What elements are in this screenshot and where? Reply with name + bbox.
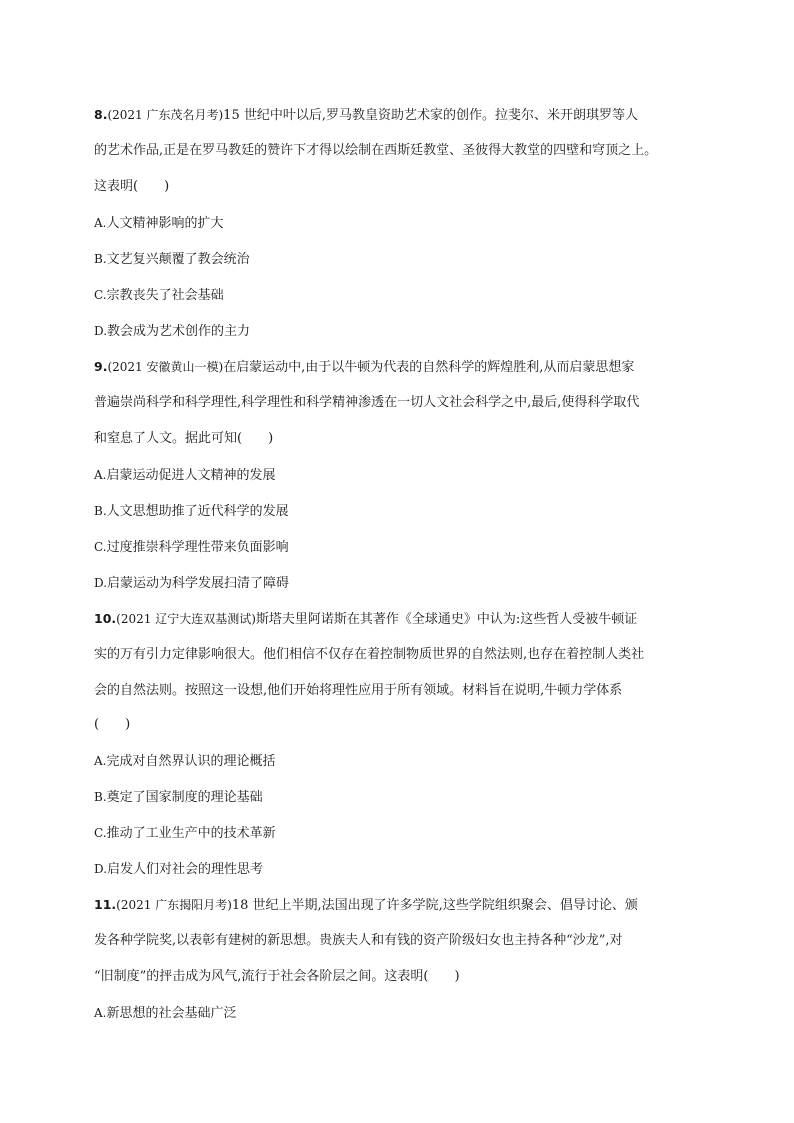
- question-text: 斯塔夫里阿诺斯在其著作《全球通史》中认为:这些哲人受被牛顿证: [255, 612, 638, 627]
- question-8-line-1: [94, 106, 734, 125]
- option-letter: A.: [94, 468, 107, 482]
- option-text: 人文思想助推了近代科学的发展: [106, 504, 289, 519]
- question-11-line-2: 发各种学院奖,以表彰有建树的新思想。贵族夫人和有钱的资产阶级妇女也主持各种“沙龙”,对: [94, 933, 623, 948]
- question-9-option-b: [94, 502, 734, 521]
- question-11-line-3: “旧制度”的抨击成为风气,流行于社会各阶层之间。这表明( ): [94, 969, 460, 984]
- option-letter: A.: [94, 754, 107, 768]
- option-letter: C.: [94, 826, 107, 840]
- question-10-option-a: [94, 752, 734, 771]
- question-9-option-d: [94, 574, 734, 593]
- question-source: (2021 安徽黄山一模): [107, 360, 224, 374]
- question-10-option-c: [94, 824, 734, 843]
- question-9-line-1: [94, 358, 734, 377]
- option-letter: B.: [94, 252, 107, 266]
- option-letter: C.: [94, 540, 107, 554]
- option-letter: B.: [94, 790, 107, 804]
- question-10-line-1: [94, 610, 734, 629]
- question-9-line-3: 和窒息了人文。据此可知( ): [94, 431, 274, 446]
- option-letter: D.: [94, 576, 108, 590]
- option-text: 过度推崇科学理性带来负面影响: [106, 540, 289, 555]
- question-10-option-b: [94, 788, 734, 807]
- option-letter: C.: [94, 288, 107, 302]
- option-text: 完成对自然界认识的理论概括: [106, 754, 276, 769]
- question-8-line-3: 这表明( ): [94, 179, 170, 194]
- option-letter: A.: [94, 216, 107, 230]
- option-text: 启蒙运动促进人文精神的发展: [106, 468, 276, 483]
- option-letter: B.: [94, 504, 107, 518]
- question-11-option-a: [94, 1004, 734, 1023]
- option-text: 宗教丧失了社会基础: [106, 288, 224, 303]
- option-text: 启蒙运动为科学发展扫清了障碍: [107, 576, 290, 591]
- question-9-option-c: [94, 538, 734, 557]
- option-letter: A.: [94, 1006, 107, 1020]
- option-text: 教会成为艺术创作的主力: [107, 324, 251, 339]
- question-source: (2021 广东茂名月考): [107, 108, 224, 122]
- question-8-option-a: [94, 214, 734, 233]
- question-9-option-a: [94, 466, 734, 485]
- question-10-line-4: ( ): [94, 717, 131, 732]
- question-10-line-3: 会的自然法则。按照这一设想,他们开始将理性应用于所有领域。材料旨在说明,牛顿力学体系: [94, 683, 623, 698]
- question-number: 8.: [94, 107, 108, 122]
- question-10-line-2: 实的万有引力定律影响很大。他们相信不仅存在着控制物质世界的自然法则,也存在着控制人类社: [94, 647, 645, 662]
- question-8-line-2: 的艺术作品,正是在罗马教廷的赞许下才得以绘制在西斯廷教堂、圣彼得大教堂的四壁和穹顶之上。: [94, 143, 658, 158]
- question-text: 在启蒙运动中,由于以牛顿为代表的自然科学的辉煌胜利,从而启蒙思想家: [223, 360, 635, 375]
- question-source: (2021 辽宁大连双基测试): [116, 612, 256, 626]
- option-text: 启发人们对社会的理性思考: [107, 862, 264, 877]
- question-9-line-2: 普遍崇尚科学和科学理性,科学理性和科学精神渗透在一切人文社会科学之中,最后,使得科学取代: [94, 395, 640, 410]
- option-text: 文艺复兴颠覆了教会统治: [106, 252, 250, 267]
- question-11-line-1: [94, 896, 734, 915]
- question-8-option-c: [94, 286, 734, 305]
- question-text: 18 世纪上半期,法国出现了许多学院,这些学院组织聚会、倡导讨论、颁: [231, 898, 638, 913]
- question-number: 10.: [94, 611, 117, 626]
- option-text: 新思想的社会基础广泛: [106, 1006, 237, 1021]
- question-number: 9.: [94, 359, 108, 374]
- question-8-option-b: [94, 250, 734, 269]
- question-source: (2021 广东揭阳月考): [116, 898, 232, 912]
- option-letter: D.: [94, 862, 108, 876]
- question-number: 11.: [94, 897, 117, 912]
- option-letter: D.: [94, 324, 108, 338]
- question-8-option-d: [94, 322, 734, 341]
- question-text: 15 世纪中叶以后,罗马教皇资助艺术家的创作。拉斐尔、米开朗琪罗等人: [223, 108, 638, 123]
- option-text: 奠定了国家制度的理论基础: [106, 790, 263, 805]
- option-text: 推动了工业生产中的技术革新: [106, 826, 276, 841]
- question-10-option-d: [94, 860, 734, 879]
- option-text: 人文精神影响的扩大: [106, 216, 224, 231]
